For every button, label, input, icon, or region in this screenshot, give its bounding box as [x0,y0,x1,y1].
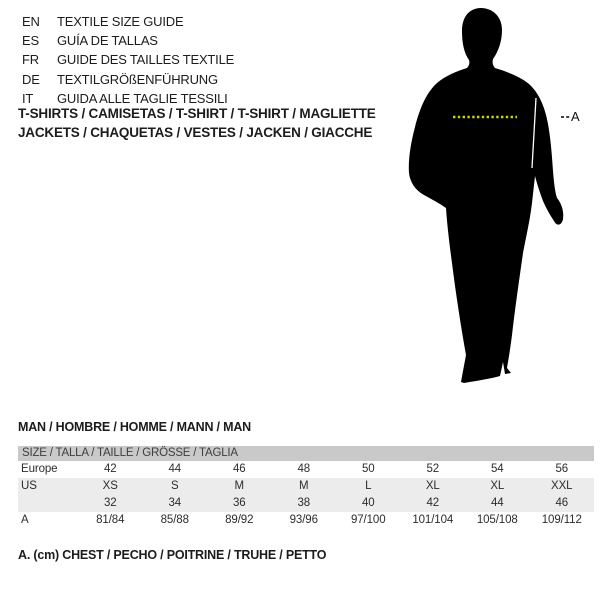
size-cell: XL [490,480,505,492]
measurement-footnote: A. (cm) CHEST / PECHO / POITRINE / TRUHE / PETTO [18,548,327,562]
size-cell: 48 [297,463,311,475]
table-row-us [18,478,594,495]
size-cell: M [234,480,244,492]
size-cell: 36 [232,497,246,509]
measurement-a-label: A [571,109,580,124]
size-cell: 97/100 [350,514,386,526]
language-label: GUIDA ALLE TAGLIE TESSILI [57,90,228,106]
gender-heading: MAN / HOMBRE / HOMME / MANN / MAN [18,420,251,434]
language-row [22,12,234,31]
language-label: TEXTILE SIZE GUIDE [57,14,184,29]
language-code: DE [22,71,40,87]
size-cell: 40 [361,497,375,509]
table-row-europe [18,461,594,478]
size-cell: 56 [555,463,569,475]
language-row [22,50,234,69]
language-label: GUIDE DES TAILLES TEXTILE [57,52,235,68]
size-cell: 109/112 [541,514,582,526]
size-cell: XL [425,480,440,492]
table-row-chest-cm [18,512,594,529]
size-cell: 93/96 [289,514,318,526]
size-table [18,446,594,529]
language-list [22,12,234,108]
size-cell: 44 [490,497,504,509]
category-headings [18,105,376,142]
row-label: Europe [21,463,58,475]
size-cell: 42 [426,497,440,509]
man-silhouette [395,5,580,390]
table-row-us-numeric [18,495,594,512]
size-table-header: SIZE / TALLA / TAILLE / GRÖSSE / TAGLIA [18,446,594,461]
size-cell: 38 [297,497,311,509]
row-label: US [21,480,37,492]
size-cell: 34 [168,497,182,509]
size-cell: 54 [490,463,504,475]
size-cell: XS [102,480,118,492]
size-cell: 101/104 [412,514,454,526]
size-cell: S [170,480,179,492]
language-label: GUÍA DE TALLAS [57,33,158,49]
size-cell: 89/92 [225,514,254,526]
row-label [18,495,78,512]
language-code: FR [22,52,39,68]
size-cell: 44 [168,463,182,475]
size-cell: 50 [361,463,375,475]
language-code: ES [22,33,39,49]
size-cell: 46 [555,497,569,509]
size-cell: 42 [103,463,117,475]
size-cell: 32 [103,497,117,509]
size-cell: 85/88 [160,514,189,526]
size-cell: 46 [232,463,246,475]
row-label: A [21,514,29,526]
language-label: TEXTILGRÖßENFÜHRUNG [57,71,218,87]
category-line-jackets: JACKETS / CHAQUETAS / VESTES / JACKEN / GIACCHE [18,124,373,140]
size-cell: 52 [426,463,440,475]
language-row [22,70,234,89]
language-row [22,31,234,50]
language-code: EN [22,14,40,29]
size-cell: L [365,480,372,492]
man-silhouette-path [409,8,563,383]
language-code: IT [22,90,34,106]
category-line-tshirts: T-SHIRTS / CAMISETAS / T-SHIRT / T-SHIRT / MAGLIETTE [18,106,376,121]
size-cell: 81/84 [96,514,125,526]
size-cell: M [299,480,309,492]
size-cell: XXL [551,480,573,492]
size-cell: 105/108 [476,514,518,526]
